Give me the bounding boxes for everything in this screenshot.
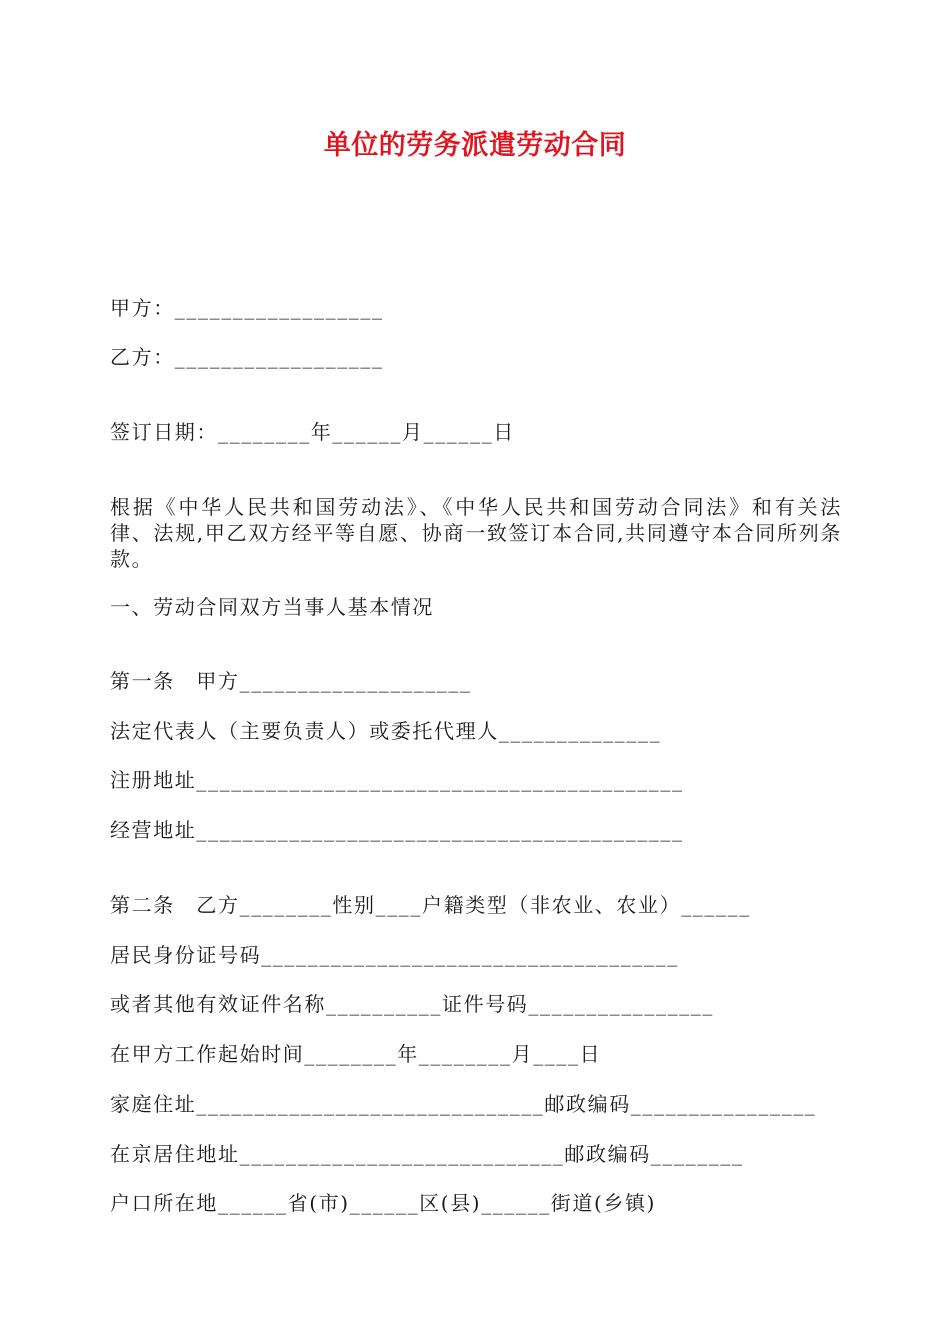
article-2-party-b: 第二条 乙方________性别____户籍类型（非农业、农业）______ — [110, 893, 751, 917]
start-date-line: 在甲方工作起始时间________年________月____日 — [110, 1042, 602, 1066]
home-address-line: 家庭住址______________________________邮政编码________________ — [110, 1092, 817, 1116]
id-number-line: 居民身份证号码____________________________________ — [110, 943, 679, 967]
other-id-line: 或者其他有效证件名称__________证件号码________________ — [110, 992, 714, 1016]
business-address-line: 经营地址__________________________________________ — [110, 818, 684, 842]
party-a-line: 甲方：__________________ — [110, 296, 384, 320]
page-title: 单位的劳务派遣劳动合同 — [323, 130, 627, 161]
article-1-party-a: 第一条 甲方____________________ — [110, 669, 472, 693]
beijing-address-line: 在京居住地址____________________________邮政编码________ — [110, 1142, 744, 1166]
household-registration-line: 户口所在地______省(市)______区(县)______街道(乡镇) — [110, 1191, 657, 1215]
preamble-paragraph: 根据《中华人民共和国劳动法》、《中华人民共和国劳动合同法》和有关法律、法规,甲乙双方经平等自愿、协商一致签订本合同,共同遵守本合同所列条款。 — [110, 495, 842, 571]
registered-address-line: 注册地址__________________________________________ — [110, 768, 684, 792]
party-b-line: 乙方：__________________ — [110, 345, 384, 369]
section-heading: 一、劳动合同双方当事人基本情况 — [110, 595, 434, 619]
legal-representative-line: 法定代表人（主要负责人）或委托代理人______________ — [110, 719, 662, 743]
signing-date-line: 签订日期：________年______月______日 — [110, 420, 515, 444]
